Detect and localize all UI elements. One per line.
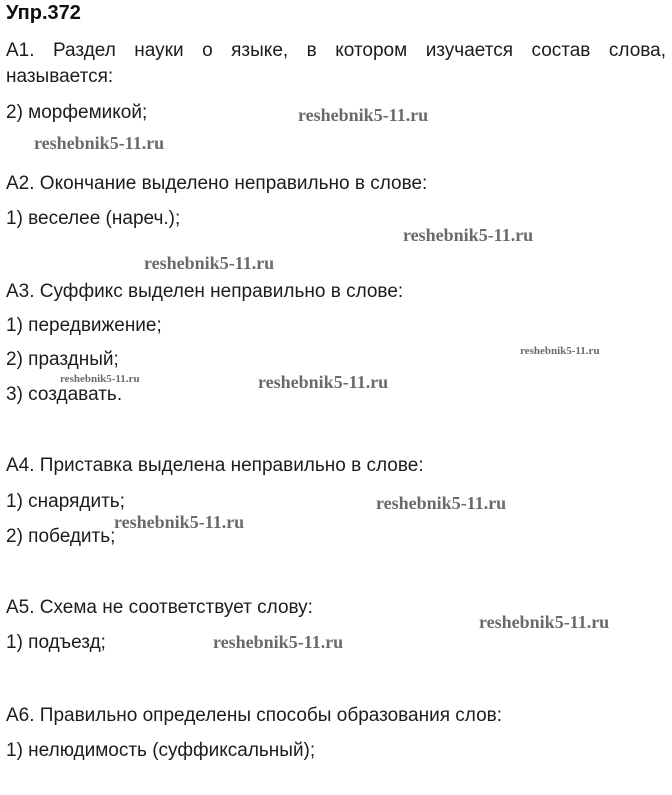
a5-question: А5. Схема не соответствует слову: — [6, 597, 313, 618]
a3-answer-2: 2) праздный; — [6, 349, 119, 370]
a6-question: А6. Правильно определены способы образования слов: — [6, 705, 503, 726]
a2-answer: 1) веселее (нареч.); — [6, 208, 181, 229]
a4-question: А4. Приставка выделена неправильно в слове: — [6, 455, 424, 476]
a4-answer-2: 2) победить; — [6, 526, 116, 547]
a5-answer: 1) подъезд; — [6, 632, 106, 653]
a1-question-line1: А1. Раздел науки о языке, в котором изучается состав слова, — [6, 40, 666, 61]
a3-answer-1: 1) передвижение; — [6, 315, 162, 336]
a1-answer: 2) морфемикой; — [6, 102, 148, 123]
a2-question: А2. Окончание выделено неправильно в слове: — [6, 173, 428, 194]
watermark-text: reshebnik5-11.ru — [114, 512, 245, 532]
exercise-title: Упр.372 — [6, 2, 81, 24]
a6-answer: 1) нелюдимость (суффиксальный); — [6, 740, 316, 761]
watermark-text: reshebnik5-11.ru — [298, 105, 429, 125]
watermark-text: reshebnik5-11.ru — [60, 373, 140, 385]
a3-question: А3. Суффикс выделен неправильно в слове: — [6, 281, 404, 302]
watermark-text: reshebnik5-11.ru — [144, 253, 275, 273]
watermark-text: reshebnik5-11.ru — [403, 225, 534, 245]
watermark-text: reshebnik5-11.ru — [520, 345, 600, 357]
watermark-text: reshebnik5-11.ru — [479, 612, 610, 632]
a3-answer-3: 3) создавать. — [6, 384, 123, 405]
watermark-text: reshebnik5-11.ru — [213, 632, 344, 652]
a1-question-line2: называется: — [6, 66, 114, 87]
watermark-text: reshebnik5-11.ru — [258, 372, 389, 392]
watermark-text: reshebnik5-11.ru — [376, 493, 507, 513]
watermark-text: reshebnik5-11.ru — [34, 133, 165, 153]
a4-answer-1: 1) снарядить; — [6, 491, 125, 512]
